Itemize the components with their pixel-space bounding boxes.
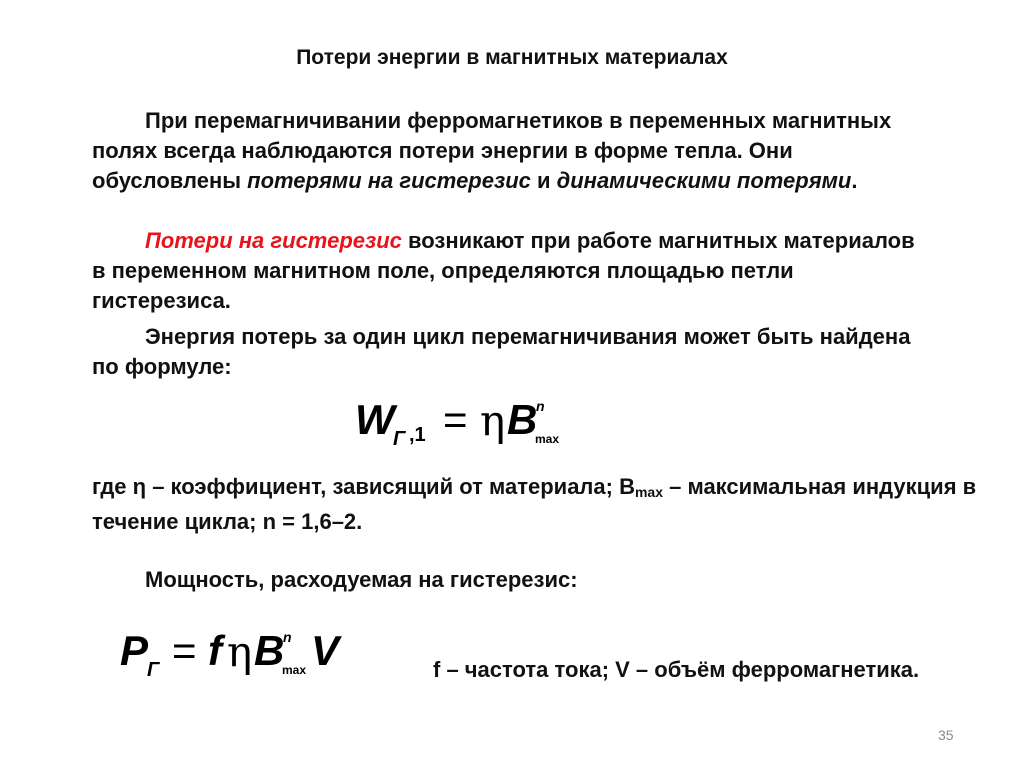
formula2-B: B (254, 627, 285, 674)
formula-explanation (92, 472, 992, 537)
page-number: 35 (938, 727, 954, 743)
formula2-max: max (282, 663, 307, 677)
explanation-text-1: где η – коэффициент, зависящий от материала; B (92, 474, 635, 499)
formula1-eta: η (480, 396, 506, 445)
paragraph-energy (92, 322, 922, 382)
slide-title: Потери энергии в магнитных материалах (296, 46, 728, 69)
hysteresis-highlight: Потери на гистерезис (145, 228, 402, 253)
energy-text: Энергия потерь за один цикл перемагничивания может быть найдена по формуле: (92, 324, 911, 379)
intro-italic-dynamic: динамическими потерями (556, 168, 852, 193)
intro-and: и (530, 168, 557, 193)
paragraph-hysteresis (92, 226, 922, 316)
formula2-equals: = (172, 627, 197, 674)
hysteresis-text: возникают при работе магнитных материалов в переменном магнитном поле, определяются площадью петли гистерезиса. (92, 228, 915, 313)
formula1-equals: = (443, 396, 468, 443)
intro-text: При перемагничивании ферромагнетиков в переменных магнитных полях всегда наблюдаются потери энергии в форме тепла. Они обусловлены (92, 108, 892, 193)
power-label: Мощность, расходуемая на гистерезис: (145, 567, 578, 592)
formula1-exp: n (536, 398, 545, 414)
formula2-f: f (208, 627, 222, 674)
intro-period: . (851, 168, 858, 193)
formula1-sub: Г (393, 428, 406, 450)
formula2-P: P (120, 627, 149, 674)
formula-power-note: f – частота тока; V – объём ферромагнетика. (433, 657, 920, 682)
formula2-eta: η (227, 627, 253, 676)
formula1-W: W (355, 396, 395, 443)
explanation-text-2: – максимальная индукция в течение цикла; n = 1,6–2. (92, 474, 977, 534)
formula1-max: max (535, 432, 560, 446)
formula1-B: B (507, 396, 538, 443)
intro-italic-hysteresis: потерями на гистерезис (247, 168, 531, 193)
formula-power (120, 625, 380, 695)
paragraph-intro (92, 106, 922, 196)
formula2-exp: n (283, 629, 292, 645)
formula1-sub-index: ,1 (409, 424, 426, 446)
formula2-sub: Г (147, 659, 160, 681)
formula-energy (355, 394, 635, 464)
formula2-V: V (311, 627, 340, 674)
explanation-sub-max: max (634, 484, 663, 500)
